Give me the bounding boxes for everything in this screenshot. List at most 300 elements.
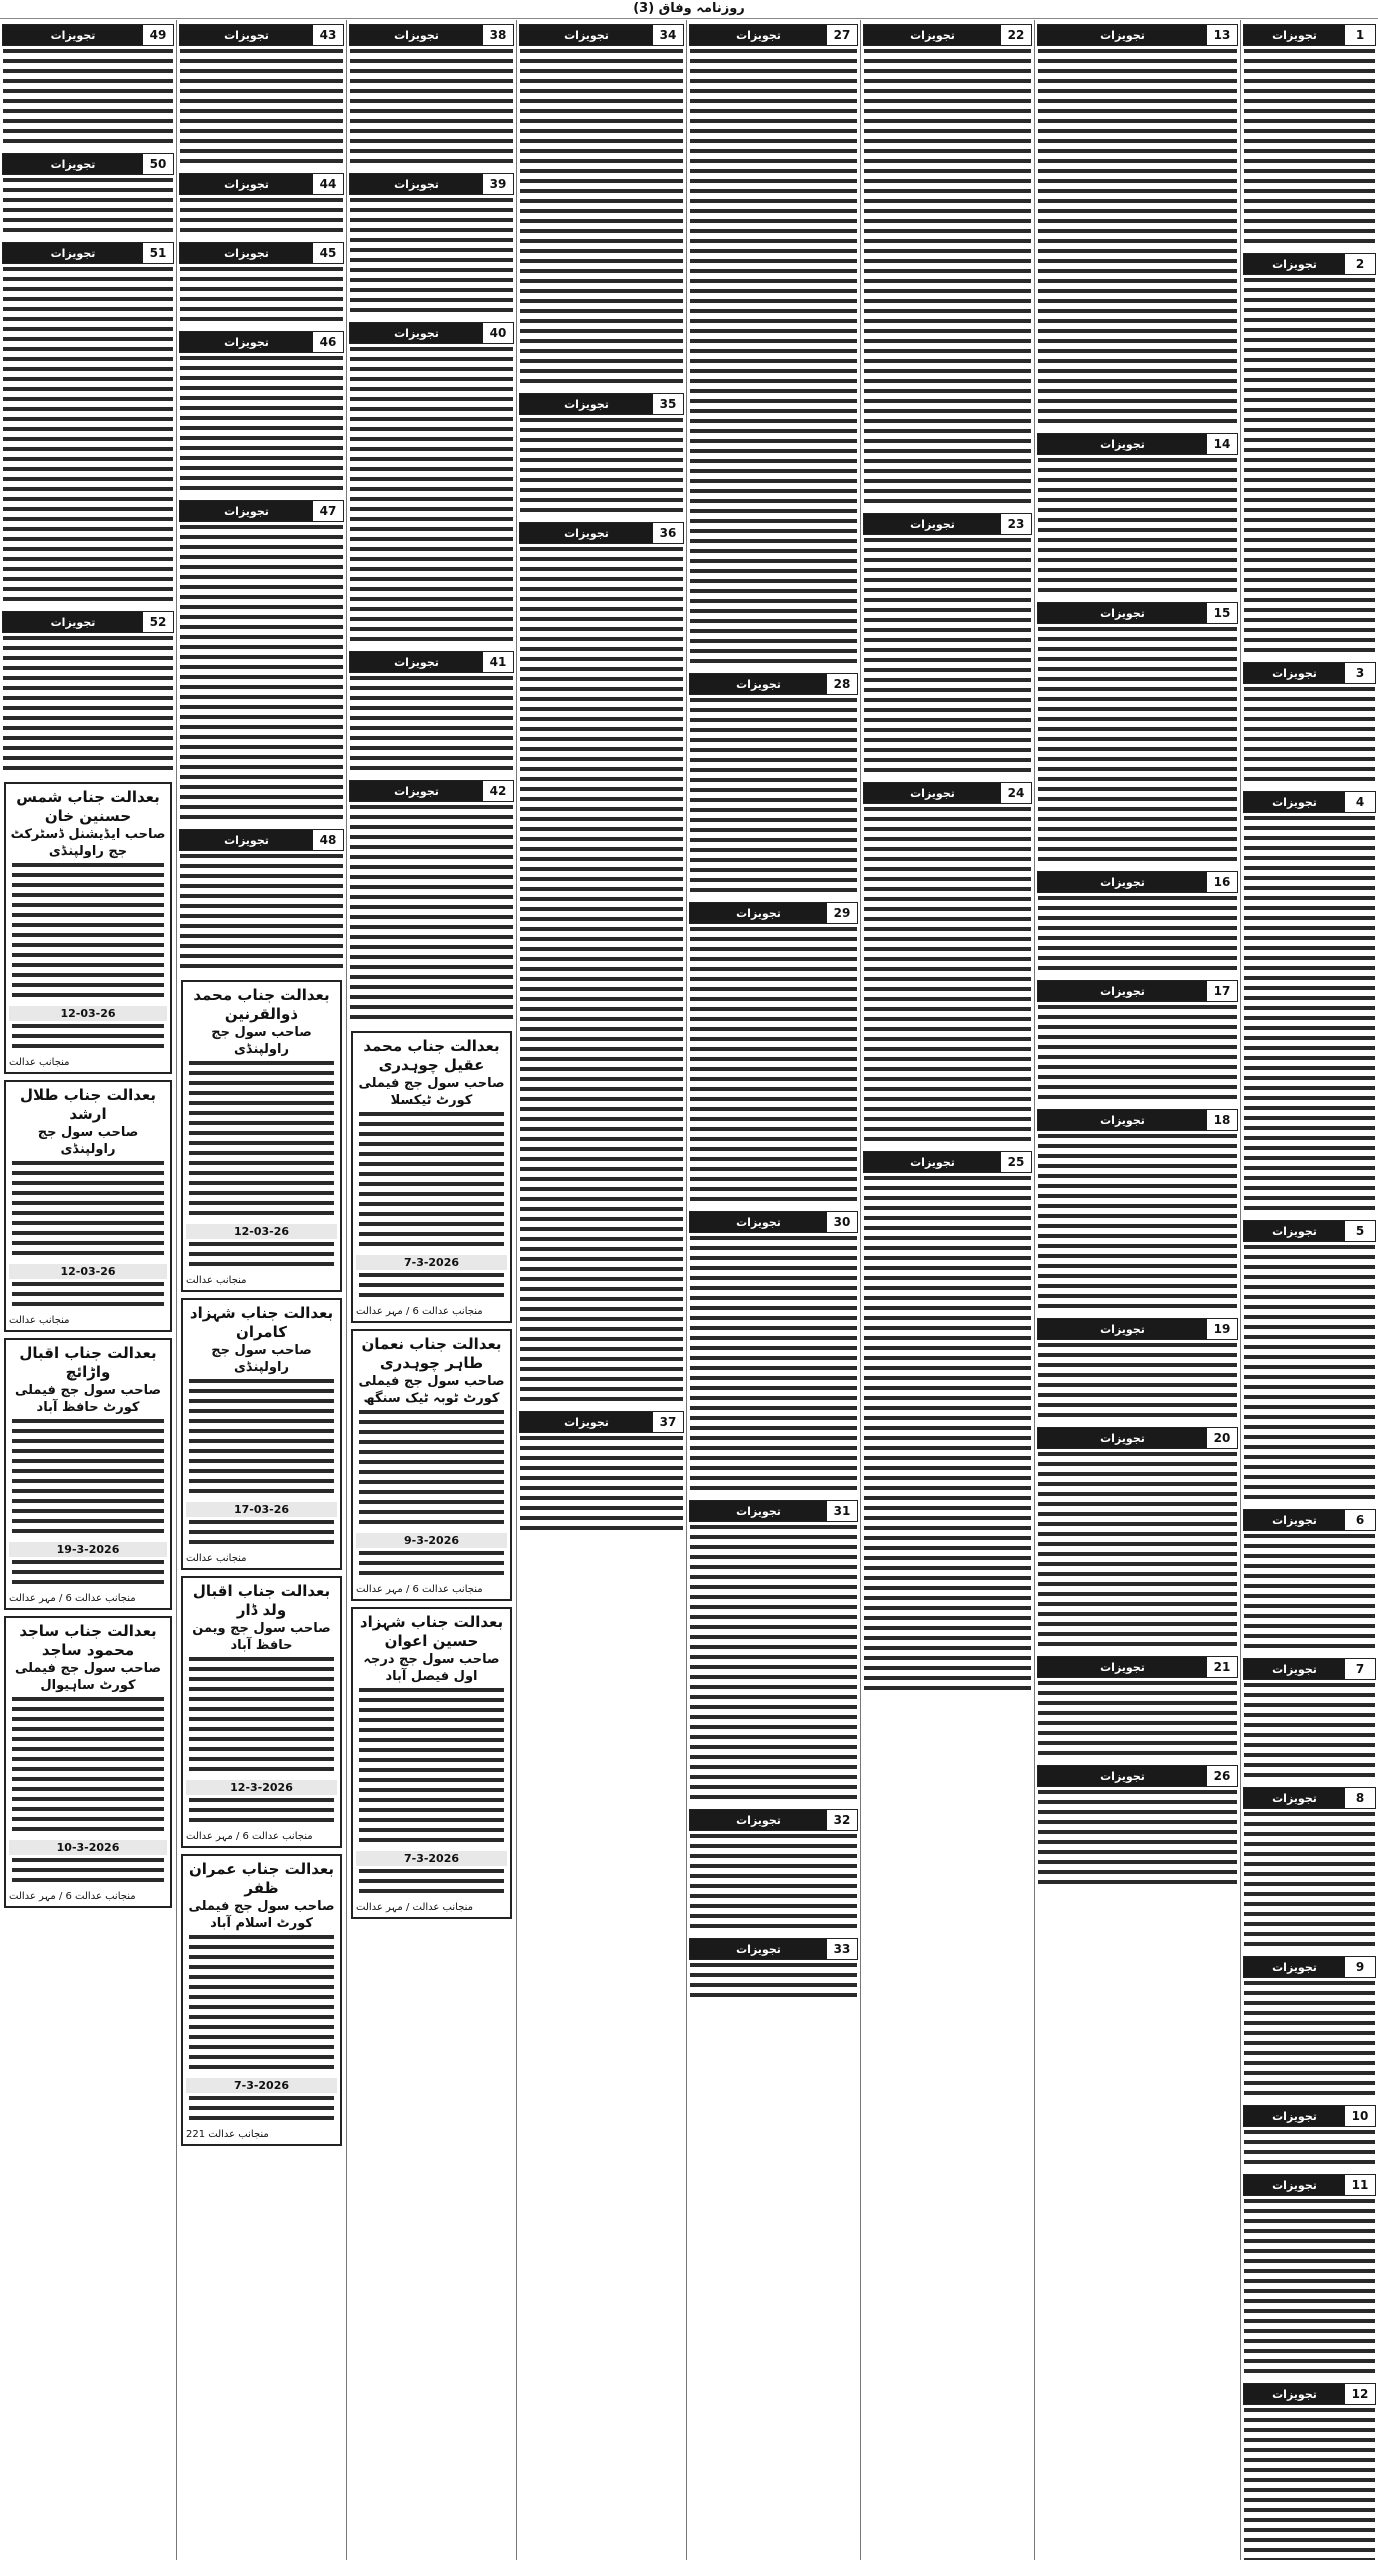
notice-court-title: بعدالت جناب طلال ارشد (19, 1086, 157, 1123)
ad-text (1038, 1343, 1237, 1423)
ad-tag-label: تجویزات (1244, 2384, 1345, 2404)
notice-court-title: بعدالت جناب محمد ذوالقرنین (193, 986, 330, 1023)
ad-text (864, 807, 1031, 1147)
ad-number: 3 (1355, 666, 1365, 680)
classified-ad (177, 242, 346, 327)
ad-text (1038, 1134, 1237, 1314)
ad-number: 44 (319, 177, 337, 191)
notice-court-subtitle: صاحب سول جج راولپنڈی (211, 1343, 312, 1375)
column-1 (1240, 20, 1378, 2560)
ad-tag (863, 24, 1032, 46)
ad-tag-label: تجویزات (1038, 603, 1207, 623)
ad-text (690, 1236, 857, 1496)
ad-tag (2, 153, 174, 175)
ad-tag-label: تجویزات (690, 1939, 827, 1959)
classified-ad (1241, 2174, 1378, 2379)
ad-text (690, 927, 857, 1207)
ad-text (1244, 1981, 1375, 2101)
classified-ad (0, 242, 176, 607)
column-6b (176, 20, 346, 2560)
classified-ad (0, 611, 176, 776)
ad-tag (863, 782, 1032, 804)
court-notice (181, 980, 342, 1292)
classified-ad (1241, 24, 1378, 249)
notice-signature: منجانب عدالت 6 / مہر عدالت (356, 1584, 483, 1595)
ad-number: 29 (833, 906, 851, 920)
ad-text (1244, 1683, 1375, 1783)
column-6 (346, 20, 516, 2560)
notice-signature: منجانب عدالت (186, 1553, 247, 1564)
ad-tag-label: تجویزات (3, 243, 143, 263)
notice-signature: منجانب عدالت 6 / مہر عدالت (9, 1593, 136, 1604)
notice-court-subtitle: صاحب سول جج فیملی کورٹ اسلام آباد (188, 1899, 335, 1931)
notice-court-title: بعدالت جناب شمس حسنین خان (16, 788, 160, 825)
ad-tag-label: تجویزات (520, 394, 653, 414)
ad-tag-label: تجویزات (1244, 25, 1345, 45)
ad-number: 2 (1355, 257, 1365, 271)
ad-tag (689, 673, 858, 695)
classified-ad (177, 500, 346, 825)
notice-hearing-date: 17-03-26 (186, 1502, 337, 1517)
notice-hearing-date: 7-3-2026 (356, 1851, 507, 1866)
ad-text (3, 178, 173, 238)
ad-number: 24 (1007, 786, 1025, 800)
ad-text (3, 636, 173, 776)
notice-hearing-date: 12-3-2026 (186, 1780, 337, 1795)
ad-tag-label: تجویزات (1244, 2175, 1345, 2195)
ad-text (520, 1436, 683, 1536)
ad-number: 8 (1355, 1791, 1365, 1805)
ad-number: 27 (833, 28, 851, 42)
ad-text (180, 854, 343, 974)
notice-court-subtitle: صاحب سول جج فیملی کورٹ ٹوبہ ٹیک سنگھ (358, 1374, 505, 1406)
ad-text (1038, 627, 1237, 867)
notice-body (189, 1935, 334, 2075)
classified-ad (1035, 1427, 1240, 1652)
court-notice (181, 1854, 342, 2146)
notice-signature: منجانب عدالت 221 (186, 2129, 269, 2140)
ad-tag (1037, 980, 1238, 1002)
court-notice (4, 1616, 172, 1908)
ad-tag-label: تجویزات (1244, 1957, 1345, 1977)
classified-ad (1241, 253, 1378, 658)
notice-body (12, 863, 164, 1003)
ad-text (180, 525, 343, 825)
notice-signature: منجانب عدالت / مہر عدالت (356, 1902, 474, 1913)
classified-ad (1241, 662, 1378, 787)
notice-body-tail (189, 1798, 334, 1828)
ad-tag (1243, 791, 1376, 813)
notice-body-tail (189, 1520, 334, 1550)
column-2 (1034, 20, 1240, 2560)
ad-tag-label: تجویزات (350, 174, 483, 194)
ad-tag (179, 331, 344, 353)
notice-court-title: بعدالت جناب اقبال واڑائچ (19, 1344, 157, 1381)
ad-tag (1243, 2174, 1376, 2196)
ad-text (1244, 2130, 1375, 2170)
ad-text (350, 347, 513, 647)
ad-text (1244, 816, 1375, 1216)
classified-ad (1035, 433, 1240, 598)
classified-ad (1241, 1509, 1378, 1654)
classified-ad (347, 173, 516, 318)
classified-ad (347, 322, 516, 647)
notice-body-tail (189, 2096, 334, 2126)
ad-tag (2, 611, 174, 633)
ad-tag (689, 1211, 858, 1233)
notice-signature: منجانب عدالت (9, 1057, 70, 1068)
ad-tag-label: تجویزات (3, 612, 143, 632)
ad-tag-label: تجویزات (180, 25, 313, 45)
notice-body-tail (359, 1869, 504, 1899)
classified-ad (687, 24, 860, 669)
ad-text (690, 49, 857, 669)
classified-ad (177, 829, 346, 974)
notice-court-title: بعدالت جناب اقبال ولد ڈار (192, 1582, 331, 1619)
ad-tag (689, 1938, 858, 1960)
ad-tag (1243, 253, 1376, 275)
ad-tag-label: تجویزات (350, 781, 483, 801)
classified-ad (0, 153, 176, 238)
ad-text (520, 418, 683, 518)
classified-ad (1035, 980, 1240, 1105)
ad-text (1038, 1452, 1237, 1652)
classified-ad (177, 331, 346, 496)
ad-tag (1037, 1109, 1238, 1131)
ad-number: 7 (1355, 1662, 1365, 1676)
notice-body-tail (12, 1024, 164, 1054)
notice-hearing-date: 7-3-2026 (356, 1255, 507, 1270)
notice-court-subtitle: صاحب سول جج ویمن حافظ آباد (192, 1621, 331, 1653)
ad-tag (519, 1411, 684, 1433)
notice-body (12, 1419, 164, 1539)
ad-number: 13 (1213, 28, 1231, 42)
classified-ad (687, 1211, 860, 1496)
notice-signature: منجانب عدالت 6 / مہر عدالت (186, 1831, 313, 1842)
classified-ad (687, 902, 860, 1207)
ad-tag-label: تجویزات (690, 1501, 827, 1521)
classified-ad (517, 522, 686, 1407)
notice-body-tail (12, 1282, 164, 1312)
notice-body (189, 1379, 334, 1499)
ad-number: 5 (1355, 1224, 1365, 1238)
ad-tag (349, 651, 514, 673)
ad-tag-label: تجویزات (864, 783, 1001, 803)
ad-tag-label: تجویزات (1038, 25, 1207, 45)
ad-number: 1 (1355, 28, 1365, 42)
ad-number: 30 (833, 1215, 851, 1229)
classified-ad (1241, 791, 1378, 1216)
ad-text (180, 356, 343, 496)
notice-court-subtitle: صاحب سول جج فیملی کورٹ ساہیوال (14, 1661, 162, 1693)
ad-text (350, 805, 513, 1025)
classified-ad (1241, 2105, 1378, 2170)
notice-signature: منجانب عدالت (9, 1315, 70, 1326)
ad-tag (2, 242, 174, 264)
ad-text (180, 49, 343, 169)
ad-number: 9 (1355, 1960, 1365, 1974)
classified-ad (347, 780, 516, 1025)
classified-ad (1241, 1787, 1378, 1952)
ad-tag-label: تجویزات (864, 514, 1001, 534)
court-notice (181, 1298, 342, 1570)
ad-tag (1037, 871, 1238, 893)
ad-tag (1037, 1427, 1238, 1449)
ad-number: 26 (1213, 1769, 1231, 1783)
ad-tag (179, 500, 344, 522)
ad-tag-label: تجویزات (1038, 1319, 1207, 1339)
column-7 (0, 20, 176, 2560)
ad-number: 25 (1007, 1155, 1025, 1169)
ad-number: 49 (149, 28, 167, 42)
notice-court-subtitle: صاحب سول جج درجہ اول فیصل آباد (363, 1652, 500, 1684)
classified-ad (517, 393, 686, 518)
ad-text (864, 1176, 1031, 1696)
ad-tag (1243, 2105, 1376, 2127)
ad-text (1244, 687, 1375, 787)
classified-ad (347, 651, 516, 776)
ad-tag (1243, 1509, 1376, 1531)
ad-tag (689, 1500, 858, 1522)
ad-number: 21 (1213, 1660, 1231, 1674)
ad-number: 12 (1351, 2387, 1369, 2401)
ad-number: 23 (1007, 517, 1025, 531)
ad-tag-label: تجویزات (1244, 1788, 1345, 1808)
ad-text (1038, 1005, 1237, 1105)
ad-tag (179, 242, 344, 264)
ad-tag-label: تجویزات (1244, 1659, 1345, 1679)
court-notice (4, 782, 172, 1074)
ad-number: 36 (659, 526, 677, 540)
ad-tag-label: تجویزات (690, 25, 827, 45)
ad-tag (1243, 1956, 1376, 1978)
ad-text (1038, 896, 1237, 976)
ad-tag (689, 24, 858, 46)
notice-body (359, 1112, 504, 1252)
ad-text (520, 49, 683, 389)
notice-hearing-date: 12-03-26 (9, 1006, 167, 1021)
ad-text (864, 49, 1031, 509)
classified-ad (517, 24, 686, 389)
ad-number: 32 (833, 1813, 851, 1827)
ad-tag-label: تجویزات (1038, 1766, 1207, 1786)
ad-tag (519, 522, 684, 544)
classified-ad (861, 782, 1034, 1147)
ad-text (1038, 1790, 1237, 1890)
ad-number: 10 (1351, 2109, 1369, 2123)
classified-ad (861, 24, 1034, 509)
ad-tag (349, 322, 514, 344)
ad-number: 16 (1213, 875, 1231, 889)
ad-text (1038, 458, 1237, 598)
ad-number: 50 (149, 157, 167, 171)
ad-number: 31 (833, 1504, 851, 1518)
ad-number: 28 (833, 677, 851, 691)
ad-number: 20 (1213, 1431, 1231, 1445)
ad-tag-label: تجویزات (1244, 2106, 1345, 2126)
ad-tag (689, 902, 858, 924)
ad-tag (1037, 433, 1238, 455)
ad-text (350, 676, 513, 776)
ad-number: 33 (833, 1942, 851, 1956)
column-5 (516, 20, 686, 2560)
ad-tag (1037, 1765, 1238, 1787)
ad-text (690, 1834, 857, 1934)
ad-tag (863, 513, 1032, 535)
court-notice (351, 1607, 512, 1919)
ad-number: 40 (489, 326, 507, 340)
ad-tag-label: تجویزات (1038, 434, 1207, 454)
ad-tag (1037, 1656, 1238, 1678)
ad-tag-label: تجویزات (180, 174, 313, 194)
ad-tag (1037, 602, 1238, 624)
notice-court-title: بعدالت جناب ساجد محمود ساجد (19, 1622, 157, 1659)
ad-tag (349, 24, 514, 46)
classified-ad (1035, 1318, 1240, 1423)
ad-number: 4 (1355, 795, 1365, 809)
ad-tag-label: تجویزات (1244, 254, 1345, 274)
ad-tag-label: تجویزات (690, 674, 827, 694)
classified-ad (177, 173, 346, 238)
classified-ad (517, 1411, 686, 1536)
ad-tag (349, 173, 514, 195)
ad-tag-label: تجویزات (3, 154, 143, 174)
court-notice (351, 1031, 512, 1323)
ad-tag-label: تجویزات (520, 523, 653, 543)
notice-hearing-date: 10-3-2026 (9, 1840, 167, 1855)
page-header (0, 0, 1378, 19)
notice-hearing-date: 9-3-2026 (356, 1533, 507, 1548)
ad-tag-label: تجویزات (350, 652, 483, 672)
ad-tag-label: تجویزات (864, 25, 1001, 45)
notice-court-subtitle: صاحب سول جج راولپنڈی (211, 1025, 312, 1057)
ad-text (180, 198, 343, 238)
notice-court-title: بعدالت جناب محمد عقیل چوہدری (363, 1037, 500, 1074)
ad-text (1244, 2199, 1375, 2379)
notice-hearing-date: 12-03-26 (186, 1224, 337, 1239)
ad-text (3, 49, 173, 149)
classified-ad (687, 1500, 860, 1805)
ad-tag (689, 1809, 858, 1831)
notice-court-subtitle: صاحب سول جج راولپنڈی (37, 1125, 139, 1157)
ad-tag (1243, 2383, 1376, 2405)
ad-tag (863, 1151, 1032, 1173)
classified-ad (1035, 871, 1240, 976)
ad-tag-label: تجویزات (180, 830, 313, 850)
ad-text (3, 267, 173, 607)
ad-tag (1243, 662, 1376, 684)
ad-tag-label: تجویزات (1244, 1510, 1345, 1530)
classified-ad (1035, 24, 1240, 429)
ad-number: 35 (659, 397, 677, 411)
ad-tag-label: تجویزات (1038, 1428, 1207, 1448)
ad-text (1244, 1534, 1375, 1654)
ad-number: 52 (149, 615, 167, 629)
ad-number: 15 (1213, 606, 1231, 620)
ad-tag-label: تجویزات (180, 501, 313, 521)
ad-tag-label: تجویزات (690, 1212, 827, 1232)
classified-ad (861, 513, 1034, 778)
ad-text (864, 538, 1031, 778)
ad-tag (349, 780, 514, 802)
classified-ad (687, 1938, 860, 2003)
ad-tag-label: تجویزات (864, 1152, 1001, 1172)
notice-body (12, 1697, 164, 1837)
classified-ad (177, 24, 346, 169)
classified-ad (1035, 1765, 1240, 1890)
classified-ad (687, 673, 860, 898)
notice-signature: منجانب عدالت 6 / مہر عدالت (9, 1891, 136, 1902)
notice-body (359, 1688, 504, 1848)
court-notice (4, 1080, 172, 1332)
ad-number: 11 (1351, 2178, 1369, 2192)
ad-tag-label: تجویزات (1038, 1110, 1207, 1130)
ad-text (1244, 49, 1375, 249)
ad-tag-label: تجویزات (690, 903, 827, 923)
notice-court-subtitle: صاحب سول جج فیملی کورٹ ٹیکسلا (358, 1076, 505, 1108)
ad-tag-label: تجویزات (1038, 1657, 1207, 1677)
ad-tag (2, 24, 174, 46)
classified-ad (347, 24, 516, 169)
ad-tag-label: تجویزات (3, 25, 143, 45)
ad-number: 45 (319, 246, 337, 260)
ad-text (1244, 2408, 1375, 2560)
ad-tag (1037, 24, 1238, 46)
newspaper-columns (0, 20, 1378, 2560)
ad-number: 46 (319, 335, 337, 349)
notice-signature: منجانب عدالت 6 / مہر عدالت (356, 1306, 483, 1317)
ad-tag-label: تجویزات (1244, 663, 1345, 683)
notice-body-tail (359, 1551, 504, 1581)
ad-tag (1037, 1318, 1238, 1340)
notice-court-title: بعدالت جناب عمران ظفر (188, 1860, 335, 1897)
classified-ad (1241, 1956, 1378, 2101)
notice-body-tail (359, 1273, 504, 1303)
ad-tag-label: تجویزات (1038, 981, 1207, 1001)
ad-tag (179, 24, 344, 46)
ad-number: 14 (1213, 437, 1231, 451)
ad-tag-label: تجویزات (520, 1412, 653, 1432)
ad-text (1038, 49, 1237, 429)
ad-tag (1243, 1787, 1376, 1809)
notice-body-tail (12, 1858, 164, 1888)
classified-ad (1035, 1656, 1240, 1761)
ad-number: 17 (1213, 984, 1231, 998)
ad-text (1244, 1245, 1375, 1505)
ad-tag-label: تجویزات (1038, 872, 1207, 892)
court-notice (351, 1329, 512, 1601)
ad-tag (179, 829, 344, 851)
notice-hearing-date: 7-3-2026 (186, 2078, 337, 2093)
page-title: روزنامہ وفاق (3) (633, 1, 745, 16)
classified-ad (1035, 602, 1240, 867)
ad-tag-label: تجویزات (180, 332, 313, 352)
ad-tag-label: تجویزات (350, 25, 483, 45)
notice-body (359, 1410, 504, 1530)
court-notice (181, 1576, 342, 1848)
ad-tag-label: تجویزات (350, 323, 483, 343)
ad-tag-label: تجویزات (520, 25, 653, 45)
ad-tag (519, 24, 684, 46)
column-4 (686, 20, 860, 2560)
notice-court-subtitle: صاحب سول جج فیملی کورٹ حافظ آباد (14, 1383, 162, 1415)
ad-tag-label: تجویزات (1244, 792, 1345, 812)
ad-number: 42 (489, 784, 507, 798)
ad-number: 38 (489, 28, 507, 42)
notice-court-title: بعدالت جناب نعمان طاہر چوہدری (361, 1335, 502, 1372)
notice-body (189, 1061, 334, 1221)
classified-ad (861, 1151, 1034, 1696)
